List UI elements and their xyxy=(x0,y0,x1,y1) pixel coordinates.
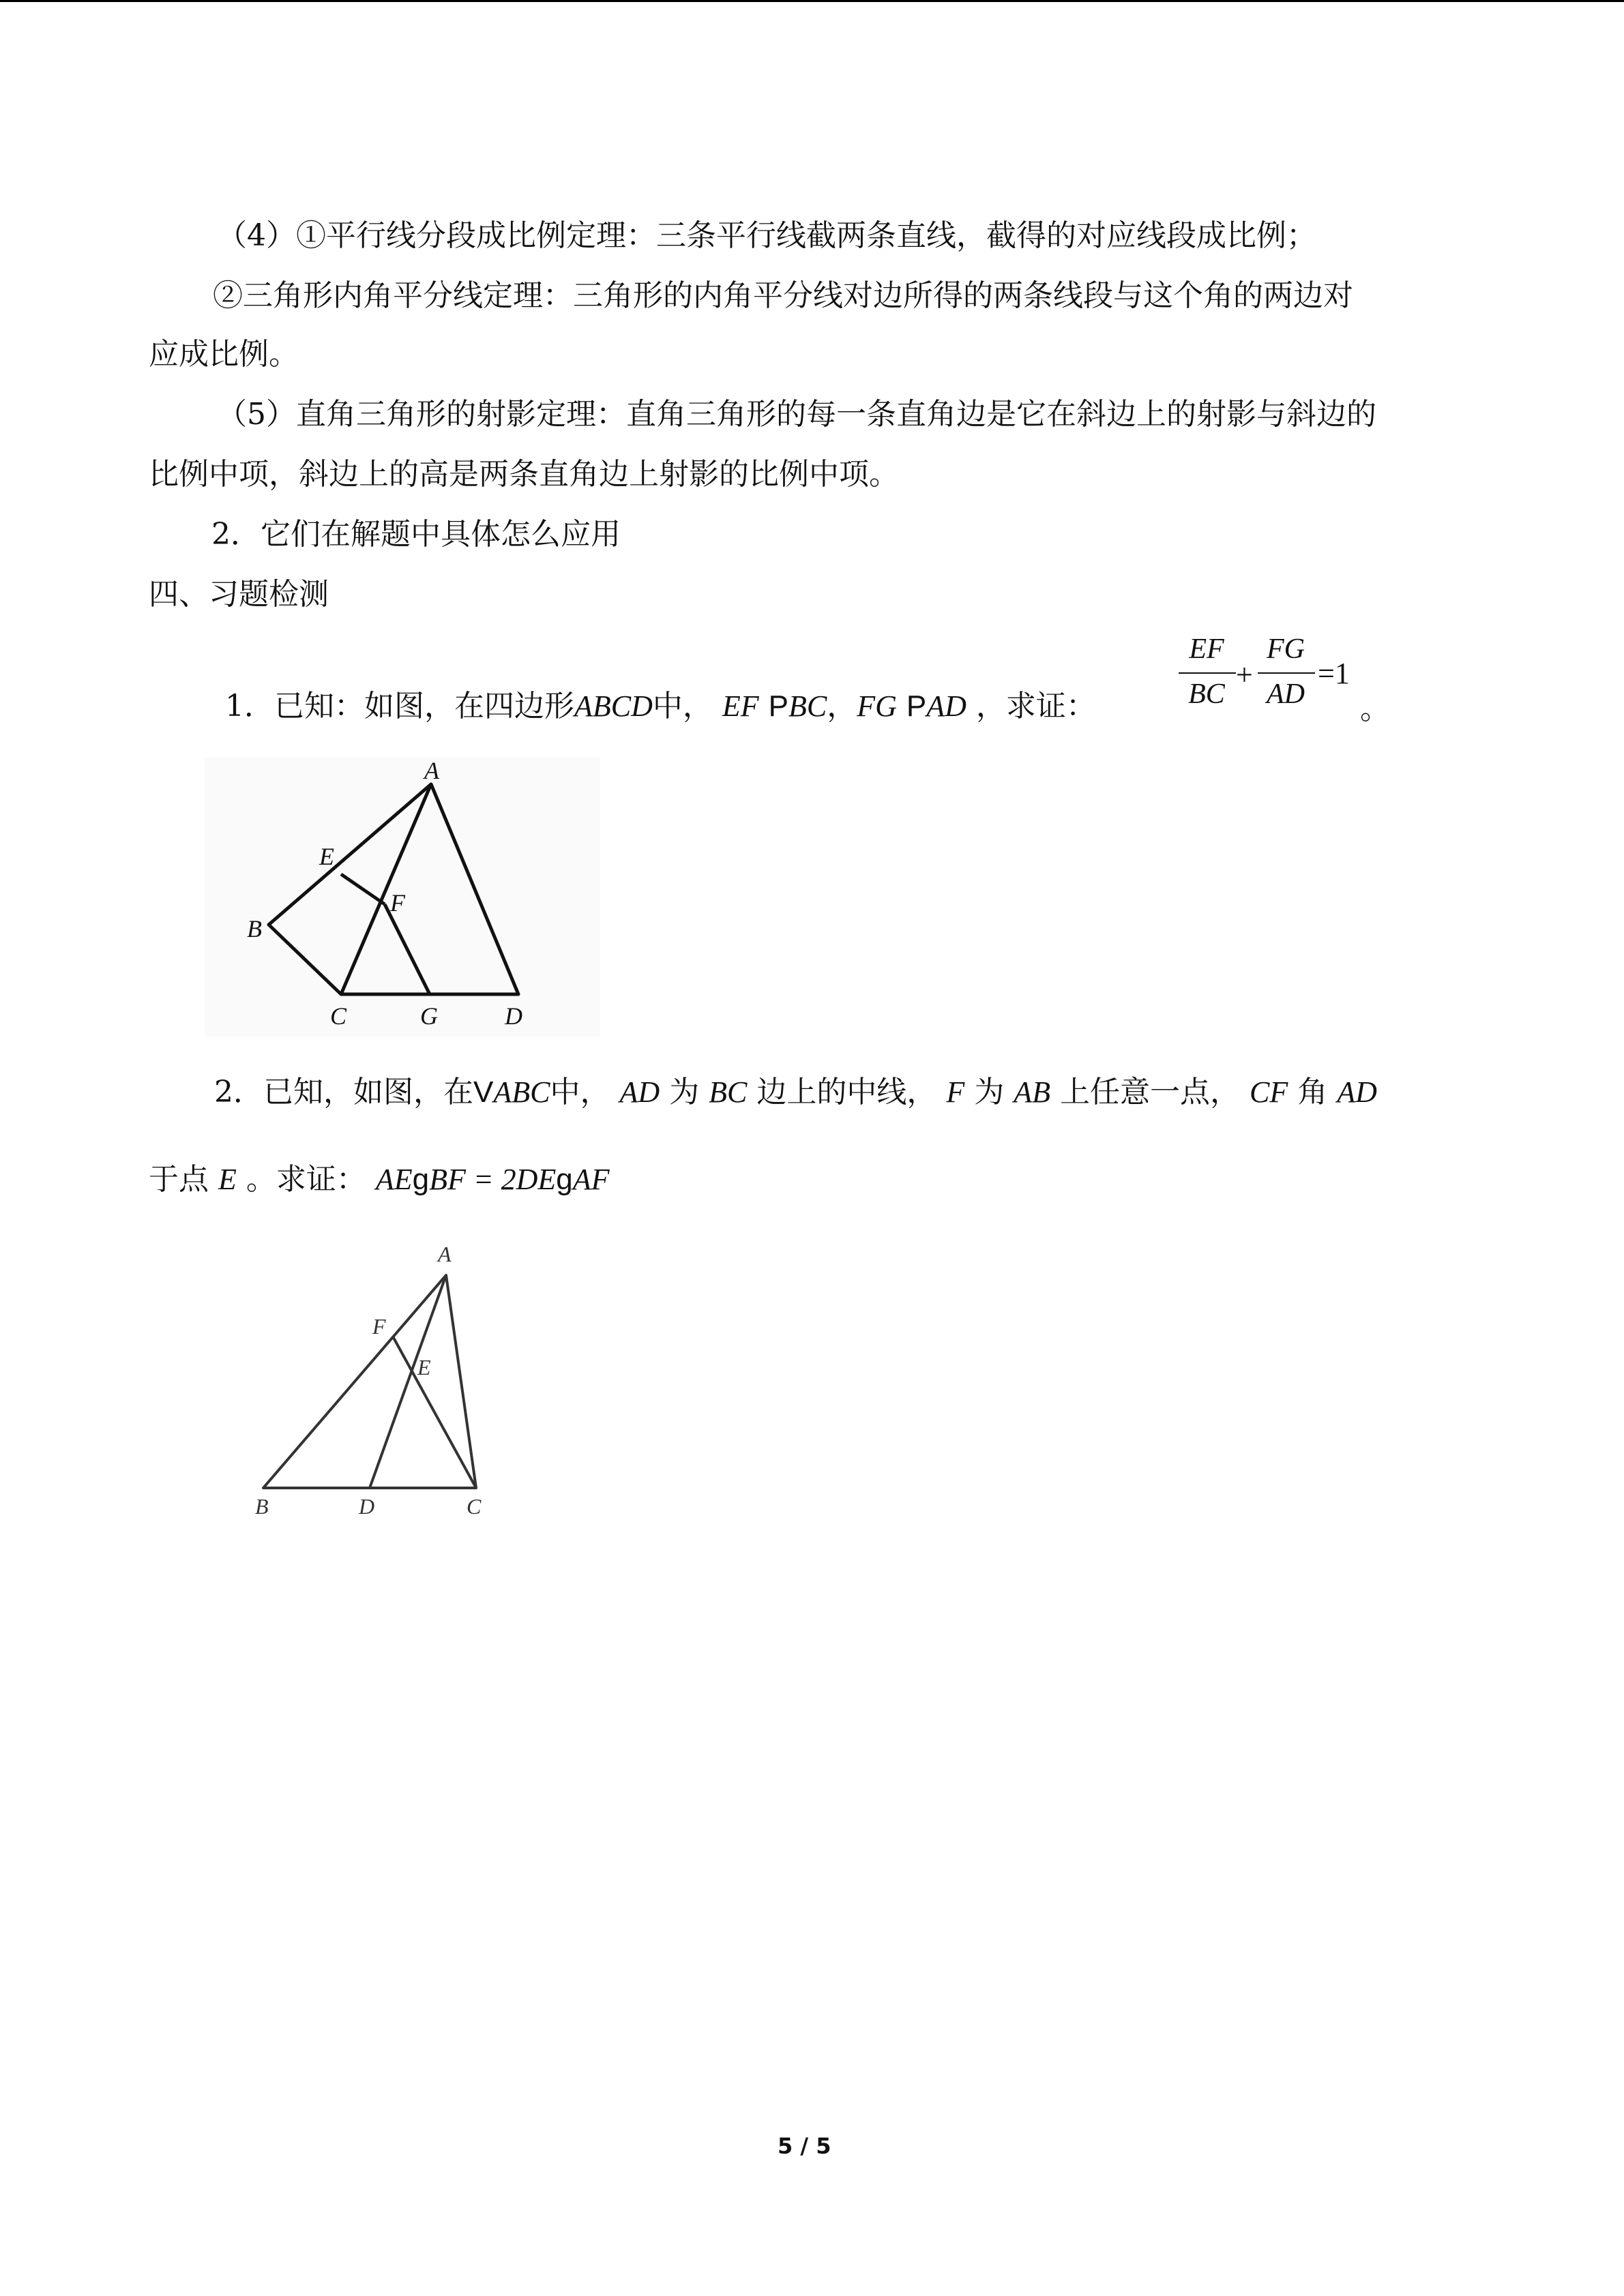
point-f: F xyxy=(946,1075,965,1109)
problem2-line1 xyxy=(214,1072,1377,1113)
segment-ad: AD xyxy=(619,1075,660,1109)
problem2-text: 边上的中线， xyxy=(756,1075,937,1109)
segment-ad: AD xyxy=(1337,1075,1377,1109)
label-f: F xyxy=(390,889,405,916)
fraction-numerator: FG xyxy=(1267,633,1305,665)
item4-sub-line1: ②三角形内角平分线定理：三角形的内角平分线对边所得的两条线段与这个角的两边对 xyxy=(213,278,1353,313)
problem2-line2 xyxy=(149,1159,610,1200)
point-e: E xyxy=(218,1163,237,1196)
equation-af: AF xyxy=(572,1163,610,1196)
label-a: A xyxy=(424,757,439,784)
label-d: D xyxy=(359,1494,375,1519)
problem2-text: 中， xyxy=(550,1075,610,1109)
item5-line1: （5）直角三角形的射影定理：直角三角形的每一条直角边是它在斜边上的射影与斜边的 xyxy=(217,397,1376,432)
dot-symbol: g xyxy=(556,1163,573,1196)
figure-triangle-abc xyxy=(239,1234,512,1527)
page-number: 5 / 5 xyxy=(778,2133,831,2159)
problem2-text: 为 xyxy=(974,1075,1005,1109)
problem2-text: 角 xyxy=(1297,1075,1328,1109)
label-a: A xyxy=(438,1242,452,1266)
problem2-line2-mid: 。求证： xyxy=(246,1162,366,1197)
dot-symbol: g xyxy=(412,1163,430,1196)
problem1-statement xyxy=(225,686,1096,727)
problem1-prove: ，求证： xyxy=(975,689,1096,724)
problem2-text: 为 xyxy=(669,1075,700,1109)
problem2-text: 上任意一点， xyxy=(1060,1075,1241,1109)
segment-ef: EF xyxy=(722,689,759,723)
fraction-bar xyxy=(1258,672,1315,674)
parallel-symbol: P xyxy=(768,689,789,723)
segment-fg: FG xyxy=(857,689,897,723)
problem1-prefix: 1．已知：如图，在四边形 xyxy=(225,689,574,724)
segment-ad: AD xyxy=(926,689,966,723)
fraction-denominator: BC xyxy=(1188,679,1225,710)
segment-cf-line xyxy=(393,1337,476,1488)
fraction-numerator: EF xyxy=(1189,633,1224,665)
fraction-denominator: AD xyxy=(1267,679,1305,710)
item5-line2: 比例中项，斜边上的高是两条直角边上射影的比例中项。 xyxy=(149,457,899,492)
top-border xyxy=(0,0,1624,2)
problem2-prefix: 2．已知，如图，在 xyxy=(214,1075,473,1109)
parallel-symbol: P xyxy=(906,689,927,723)
triangle-symbol: V xyxy=(473,1075,494,1109)
quad-abcd: ABCD xyxy=(574,689,653,723)
item4-heading: （4）①平行线分段成比例定理：三条平行线截两条直线，截得的对应线段成比例； xyxy=(217,218,1316,253)
triangle-outline xyxy=(263,1275,476,1488)
segment-bc: BC xyxy=(788,689,827,723)
equation-ae: AE xyxy=(375,1163,413,1196)
label-e: E xyxy=(319,843,334,870)
triangle-abc: ABC xyxy=(493,1075,550,1109)
equals-one: =1 xyxy=(1318,657,1350,690)
label-f: F xyxy=(372,1314,386,1339)
label-b: B xyxy=(247,915,262,942)
point2-text: 2．它们在解题中具体怎么应用 xyxy=(211,517,621,552)
segment-bc: BC xyxy=(709,1075,748,1109)
section-heading: 四、习题检测 xyxy=(149,577,329,612)
problem2-line2-prefix: 于点 xyxy=(149,1162,209,1197)
label-b: B xyxy=(255,1494,269,1519)
problem1-end: 。 xyxy=(1360,691,1390,726)
item4-sub-line2: 应成比例。 xyxy=(149,337,299,372)
problem1-mid: 中， xyxy=(652,689,713,724)
plus-sign: + xyxy=(1236,658,1253,691)
segment-ab: AB xyxy=(1014,1075,1051,1109)
equation-bf-2de: BF = 2DE xyxy=(429,1163,557,1196)
label-c: C xyxy=(467,1494,482,1519)
label-e: E xyxy=(417,1355,431,1380)
fraction-bar xyxy=(1179,672,1236,674)
figure-quadrilateral xyxy=(205,757,600,1037)
median-ad xyxy=(370,1275,446,1488)
segment-cf: CF xyxy=(1250,1075,1288,1109)
label-g: G xyxy=(420,1002,438,1030)
label-d: D xyxy=(505,1002,522,1030)
label-c: C xyxy=(330,1002,347,1030)
problem1-sep: ， xyxy=(827,689,857,724)
